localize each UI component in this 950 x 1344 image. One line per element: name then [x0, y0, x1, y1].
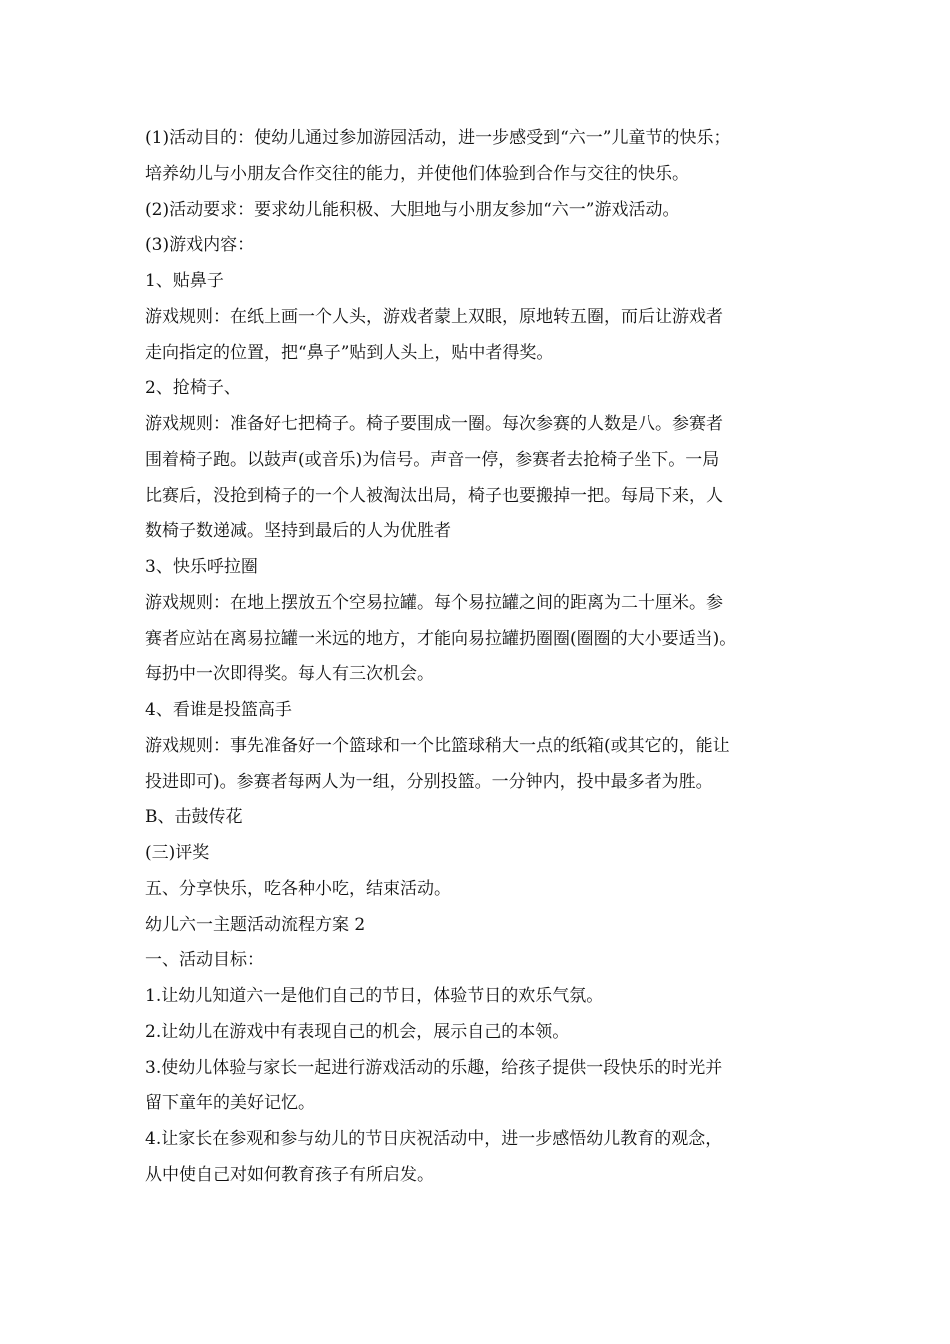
text-line: 留下童年的美好记忆。 [145, 1093, 315, 1114]
text-line: 从中使自己对如何教育孩子有所启发。 [145, 1164, 434, 1185]
text-line: 比赛后，没抢到椅子的一个人被淘汰出局，椅子也要搬掉一把。每局下来，人 [145, 485, 723, 506]
text-line: (1)活动目的：使幼儿通过参加游园活动，进一步感受到“六一”儿童节的快乐； [145, 128, 731, 148]
text-line: 围着椅子跑。以鼓声(或音乐)为信号。声音一停，参赛者去抢椅子坐下。一局 [145, 449, 720, 470]
text-line: 1.让幼儿知道六一是他们自己的节日，体验节日的欢乐气氛。 [145, 986, 604, 1006]
text-line: 培养幼儿与小朋友合作交往的能力，并使他们体验到合作与交往的快乐。 [145, 163, 689, 184]
section-heading: (三)评奖 [145, 843, 210, 863]
text-line: 游戏规则：准备好七把椅子。椅子要围成一圈。每次参赛的人数是八。参赛者 [145, 414, 723, 434]
text-line: 4.让家长在参观和参与幼儿的节日庆祝活动中，进一步感悟幼儿教育的观念， [145, 1129, 723, 1149]
game-title: 3、快乐呼拉圈 [145, 557, 258, 577]
game-title: 1、贴鼻子 [145, 271, 224, 291]
text-line: 数椅子数递减。坚持到最后的人为优胜者 [145, 521, 451, 542]
section-heading: 一、活动目标： [145, 950, 264, 971]
text-line: 游戏规则：在地上摆放五个空易拉罐。每个易拉罐之间的距离为二十厘米。参 [145, 592, 723, 613]
game-title: 2、抢椅子、 [145, 378, 241, 399]
text-line: 投进即可)。参赛者每两人为一组，分别投篮。一分钟内，投中最多者为胜。 [145, 771, 713, 792]
text-line: 2.让幼儿在游戏中有表现自己的机会，展示自己的本领。 [145, 1021, 570, 1042]
text-line: 3.使幼儿体验与家长一起进行游戏活动的乐趣，给孩子提供一段快乐的时光并 [145, 1057, 723, 1078]
plan-title: 幼儿六一主题活动流程方案 2 [145, 914, 366, 935]
section-heading: 五、分享快乐，吃各种小吃，结束活动。 [145, 878, 451, 899]
text-line: (2)活动要求：要求幼儿能积极、大胆地与小朋友参加“六一”游戏活动。 [145, 199, 680, 220]
text-line: 走向指定的位置，把“鼻子”贴到人头上，贴中者得奖。 [145, 342, 554, 363]
text-line: 每扔中一次即得奖。每人有三次机会。 [145, 664, 434, 685]
text-line: 游戏规则：事先准备好一个篮球和一个比篮球稍大一点的纸箱(或其它的，能让 [145, 735, 730, 756]
text-line: 游戏规则：在纸上画一个人头，游戏者蒙上双眼，原地转五圈，而后让游戏者 [145, 306, 723, 327]
document-body [145, 121, 825, 1194]
section-heading: (3)游戏内容： [145, 235, 255, 256]
game-title: B、击鼓传花 [145, 807, 243, 828]
game-title: 4、看谁是投篮高手 [145, 700, 292, 720]
text-line: 赛者应站在离易拉罐一米远的地方，才能向易拉罐扔圈圈(圈圈的大小要适当)。 [145, 628, 737, 649]
